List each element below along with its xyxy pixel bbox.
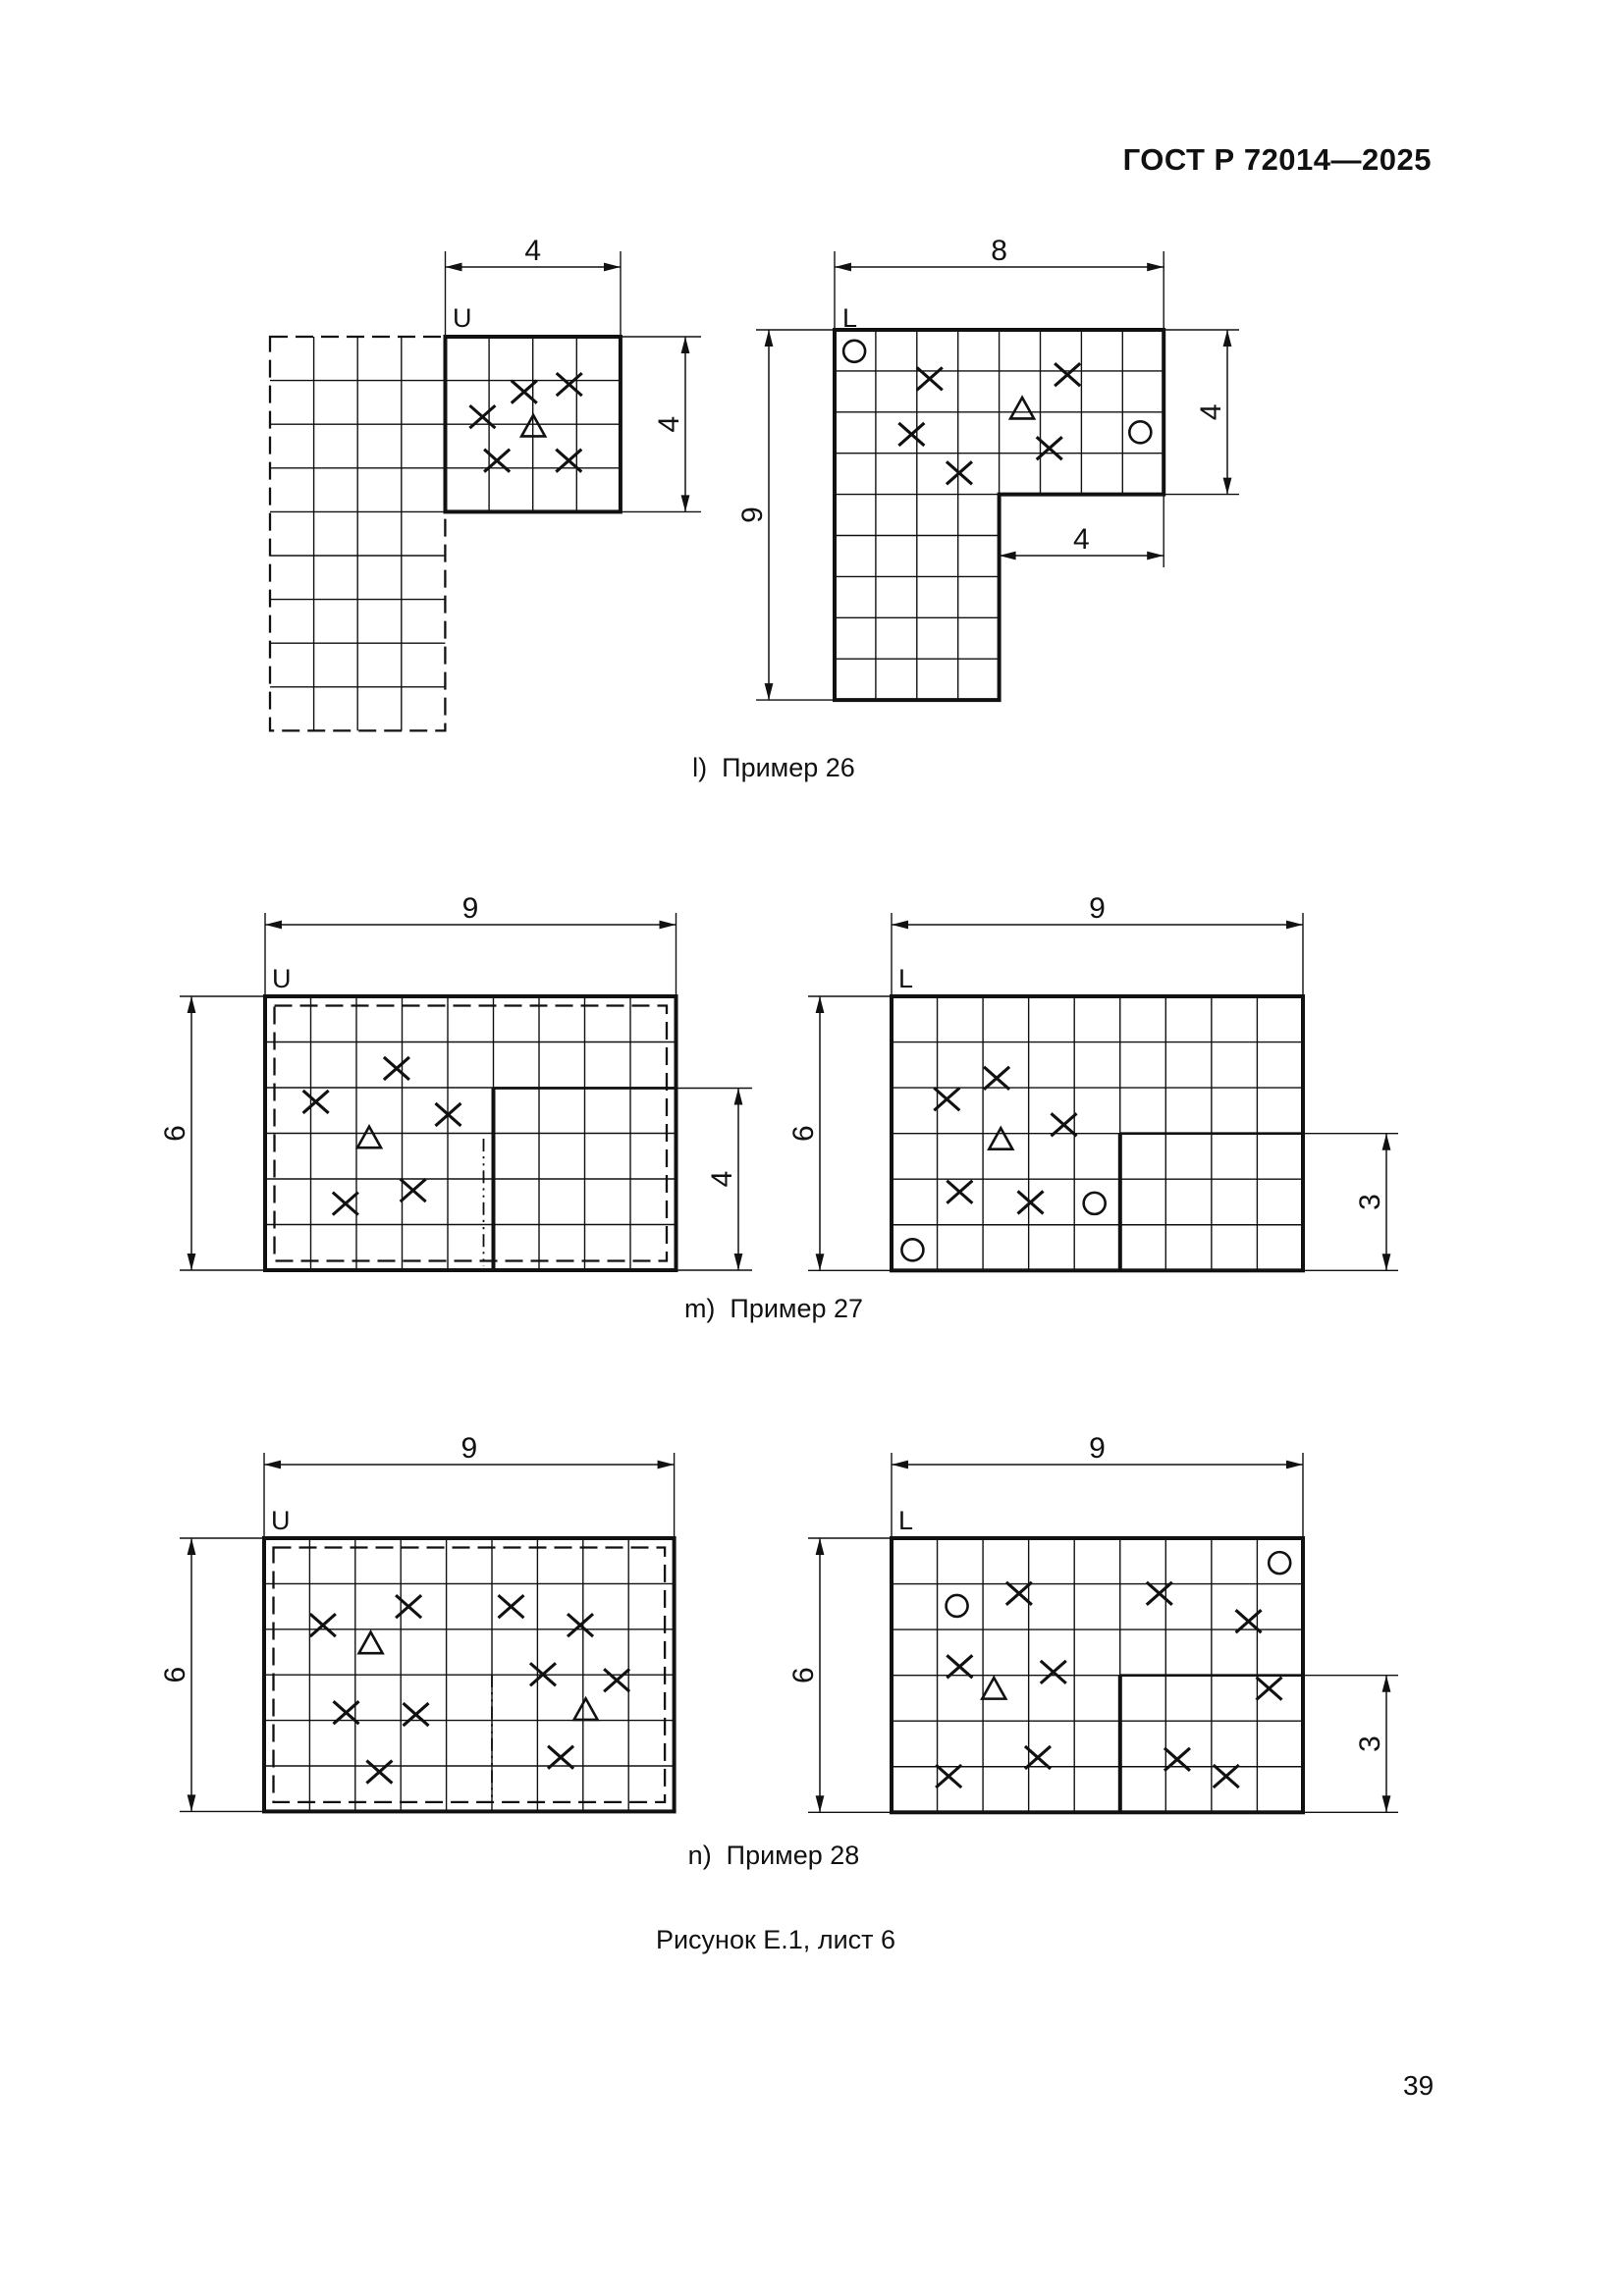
dimension-arrowhead <box>1286 1461 1303 1469</box>
dimension-arrowhead <box>892 921 908 930</box>
x-marker <box>310 1614 336 1636</box>
diagram-example28-left-U <box>159 1432 675 1811</box>
dimension-arrowhead <box>816 1538 825 1555</box>
region-label: L <box>842 303 858 333</box>
triangle-marker <box>982 1678 1005 1699</box>
x-marker <box>1257 1678 1282 1700</box>
circle-marker <box>901 1239 923 1260</box>
caption-example-27: m) Пример 27 <box>683 1294 864 1323</box>
diagram-example26-left-U <box>270 235 701 730</box>
dimension <box>892 892 1303 929</box>
x-marker <box>984 1067 1009 1090</box>
x-marker <box>557 373 582 396</box>
x-marker <box>1051 1113 1076 1136</box>
dimension-arrowhead <box>658 1461 675 1469</box>
diagram-example27-left-U <box>159 892 752 1270</box>
page-number: 39 <box>1403 2070 1435 2101</box>
dimension-arrowhead <box>765 683 774 700</box>
extension-lines <box>808 1453 1398 1812</box>
dimension-arrowhead <box>1147 263 1164 272</box>
dimension-value: 6 <box>787 1125 820 1142</box>
dimension <box>736 330 773 700</box>
triangle-marker <box>574 1698 598 1720</box>
region-label: U <box>453 303 472 333</box>
diagram-example27-right-L <box>787 892 1398 1270</box>
document-header: ГОСТ Р 72014—2025 <box>1122 142 1432 177</box>
dimension <box>446 235 622 271</box>
dimension-value: 9 <box>1089 1432 1106 1465</box>
dimension-value: 4 <box>706 1170 738 1188</box>
x-marker <box>548 1746 573 1769</box>
dimension <box>264 1432 675 1468</box>
dimension-value: 6 <box>159 1125 191 1142</box>
dimension-value: 4 <box>1195 403 1227 421</box>
x-marker <box>1147 1582 1172 1605</box>
dimension-arrowhead <box>1147 552 1164 561</box>
x-marker <box>1041 1661 1066 1683</box>
dimension <box>835 235 1164 271</box>
dimension-value: 6 <box>159 1666 191 1683</box>
dimension-arrowhead <box>835 263 851 272</box>
x-marker <box>404 1703 429 1726</box>
diagram-example26-right-L <box>736 235 1239 700</box>
dimension-arrowhead <box>892 1461 908 1469</box>
dimension-arrowhead <box>188 1538 196 1555</box>
x-marker <box>401 1179 426 1201</box>
dimension <box>265 892 677 929</box>
x-marker <box>604 1669 629 1691</box>
dimension-arrowhead <box>1382 1795 1391 1812</box>
extension-lines <box>808 913 1398 1270</box>
region-label: U <box>272 964 292 993</box>
region-label: L <box>898 1506 914 1535</box>
dimension <box>787 996 824 1270</box>
dimension-value: 9 <box>1089 892 1106 925</box>
dimension-arrowhead <box>734 1254 743 1270</box>
dimension <box>706 1089 742 1271</box>
dimension-arrowhead <box>188 996 196 1013</box>
dimension <box>892 1432 1303 1468</box>
x-marker <box>947 1181 972 1203</box>
dimension-value: 6 <box>787 1667 820 1683</box>
figure-caption: Рисунок Е.1, лист 6 <box>655 1925 896 1954</box>
x-marker <box>396 1595 421 1618</box>
x-marker <box>303 1091 329 1113</box>
circle-marker <box>1129 421 1151 443</box>
dimension-value: 4 <box>653 415 685 433</box>
dimension-arrowhead <box>1286 921 1303 930</box>
caption-example-28: n) Пример 28 <box>687 1841 860 1870</box>
dimension-arrowhead <box>1382 1254 1391 1270</box>
x-marker <box>936 1765 961 1788</box>
dimension-value: 8 <box>991 235 1007 267</box>
dimension-arrowhead <box>1223 330 1232 347</box>
triangle-marker <box>357 1127 381 1148</box>
dimension-arrowhead <box>681 495 690 511</box>
x-marker <box>1214 1765 1239 1788</box>
circle-marker <box>1084 1193 1106 1214</box>
dimension-value: 4 <box>524 235 542 267</box>
x-marker <box>498 1595 523 1618</box>
triangle-marker <box>1010 398 1034 419</box>
diagram-example28-right-L <box>787 1432 1398 1812</box>
x-marker <box>1018 1191 1044 1213</box>
dimension <box>1000 523 1164 560</box>
dimension-arrowhead <box>1382 1134 1391 1150</box>
circle-marker <box>947 1595 968 1617</box>
x-marker <box>947 461 972 484</box>
triangle-marker <box>989 1128 1012 1149</box>
grid-lines <box>265 996 677 1270</box>
extension-lines <box>180 1453 675 1811</box>
dimension-arrowhead <box>816 996 825 1013</box>
dimension <box>787 1538 824 1812</box>
dimension-arrowhead <box>188 1794 196 1811</box>
dimension-arrowhead <box>816 1254 825 1270</box>
dimension-arrowhead <box>188 1254 196 1270</box>
region-label: L <box>898 964 914 993</box>
dimension-arrowhead <box>1382 1676 1391 1692</box>
markers <box>310 1595 629 1783</box>
x-marker <box>333 1193 358 1215</box>
dimension-value: 3 <box>1354 1194 1386 1210</box>
dimension-arrowhead <box>264 1461 281 1469</box>
markers <box>303 1057 461 1215</box>
dimension-value: 9 <box>736 507 769 523</box>
markers <box>469 373 581 472</box>
dimension <box>1354 1134 1390 1271</box>
dimension-value: 4 <box>1073 523 1090 556</box>
dimension-value: 9 <box>460 1432 478 1465</box>
dimension <box>1354 1676 1390 1813</box>
dimension-arrowhead <box>681 337 690 353</box>
x-marker <box>898 423 924 446</box>
dimension <box>653 337 689 511</box>
caption-example-26: l) Пример 26 <box>692 753 855 782</box>
dimension-arrowhead <box>1000 552 1016 561</box>
triangle-marker <box>359 1632 383 1654</box>
dimension <box>159 1538 195 1811</box>
dimension-arrowhead <box>734 1089 743 1105</box>
dimension-arrowhead <box>446 263 462 272</box>
dimension-arrowhead <box>604 263 621 272</box>
dimension-arrowhead <box>265 921 282 930</box>
x-marker <box>947 1655 972 1678</box>
circle-marker <box>1269 1552 1290 1574</box>
x-marker <box>384 1057 409 1080</box>
dimension-arrowhead <box>1223 478 1232 495</box>
circle-marker <box>843 341 865 362</box>
markers <box>936 1552 1290 1788</box>
x-marker <box>568 1614 593 1636</box>
dimension-arrowhead <box>660 921 677 930</box>
dimension-value: 3 <box>1354 1735 1386 1752</box>
dimension <box>1195 330 1231 495</box>
dimension-arrowhead <box>765 330 774 347</box>
x-marker <box>366 1761 392 1784</box>
dimension <box>159 996 195 1270</box>
x-marker <box>1055 363 1080 386</box>
region-label: U <box>271 1506 291 1535</box>
dimension-arrowhead <box>816 1795 825 1812</box>
dimension-value: 9 <box>461 892 479 925</box>
